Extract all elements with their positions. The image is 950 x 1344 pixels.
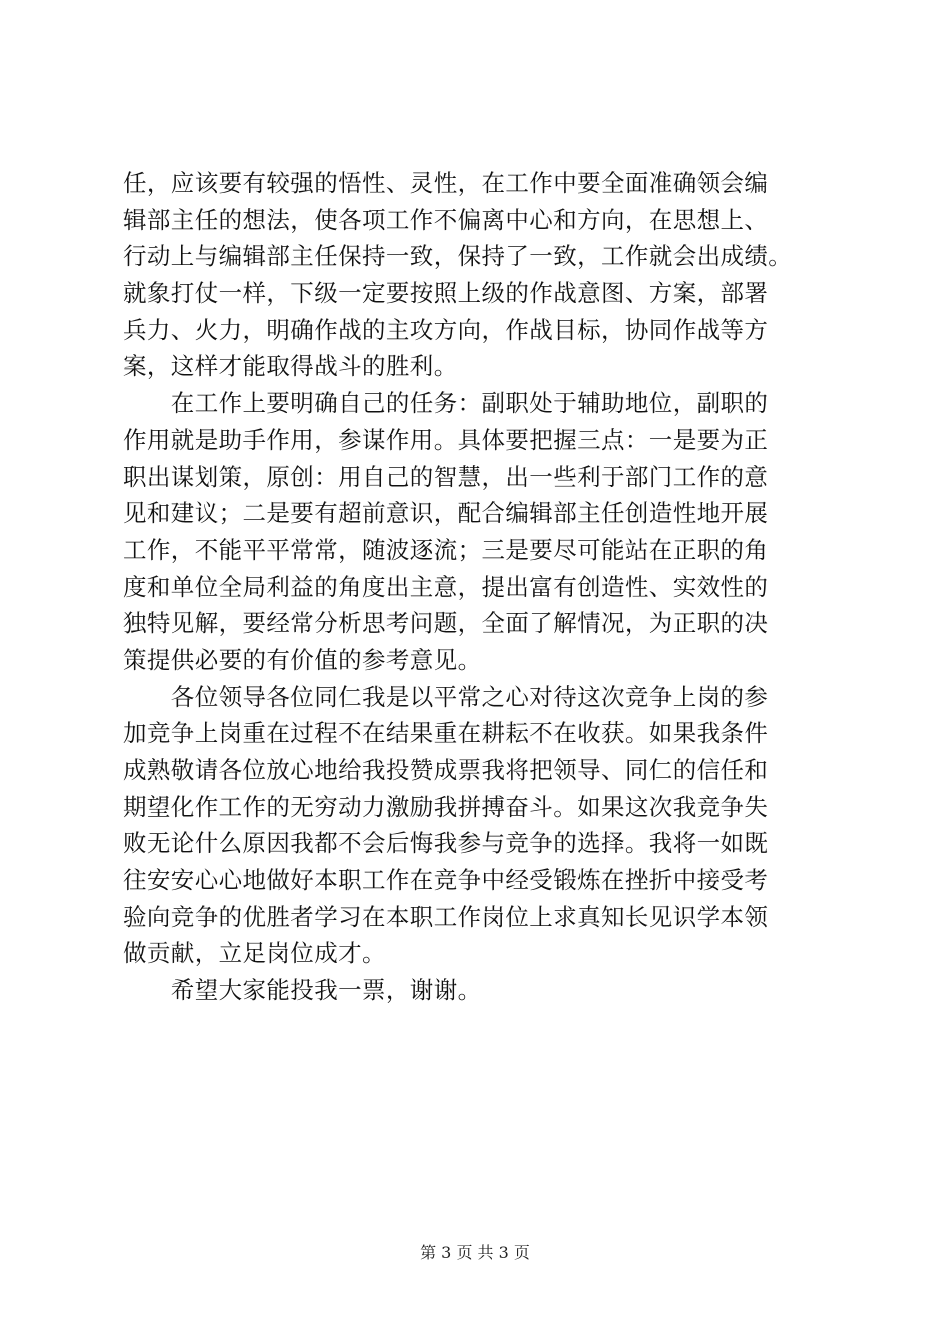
text-line: 独特见解，要经常分析思考问题，全面了解情况，为正职的决 xyxy=(123,609,769,638)
text-line: 辑部主任的想法，使各项工作不偏离中心和方向，在思想上、 xyxy=(123,205,769,234)
text-line: 期望化作工作的无穷动力激励我拼搏奋斗。如果这次我竞争失 xyxy=(123,792,769,821)
text-line: 兵力、火力，明确作战的主攻方向，作战目标，协同作战等方 xyxy=(123,315,769,344)
text-line: 作用就是助手作用，参谋作用。具体要把握三点：一是要为正 xyxy=(123,425,769,454)
text-line: 验向竞争的优胜者学习在本职工作岗位上求真知长见识学本领 xyxy=(123,902,769,931)
text-line: 各位领导各位同仁我是以平常之心对待这次竞争上岗的参 xyxy=(123,682,769,711)
text-line: 度和单位全局利益的角度出主意，提出富有创造性、实效性的 xyxy=(123,572,769,601)
text-line: 在工作上要明确自己的任务：副职处于辅助地位，副职的 xyxy=(123,389,769,418)
text-line: 见和建议；二是要有超前意识，配合编辑部主任创造性地开展 xyxy=(123,499,769,528)
text-line: 成熟敬请各位放心地给我投赞成票我将把领导、同仁的信任和 xyxy=(123,756,769,784)
text-line: 希望大家能投我一票，谢谢。 xyxy=(123,976,482,1005)
text-line: 败无论什么原因我都不会后悔我参与竞争的选择。我将一如既 xyxy=(123,829,769,858)
text-line: 案，这样才能取得战斗的胜利。 xyxy=(123,352,458,381)
text-line: 任，应该要有较强的悟性、灵性，在工作中要全面准确领会编 xyxy=(123,169,769,197)
page-number-label: 第 3 页 共 3 页 xyxy=(420,1243,530,1262)
text-line: 做贡献，立足岗位成才。 xyxy=(123,939,386,968)
text-line: 就象打仗一样，下级一定要按照上级的作战意图、方案，部署 xyxy=(123,279,769,308)
body-text xyxy=(123,165,843,1009)
text-line: 加竞争上岗重在过程不在结果重在耕耘不在收获。如果我条件 xyxy=(123,719,769,748)
text-line: 策提供必要的有价值的参考意见。 xyxy=(123,645,482,674)
text-line: 行动上与编辑部主任保持一致，保持了一致，工作就会出成绩。 xyxy=(123,242,793,271)
text-line: 工作，不能平平常常，随波逐流；三是要尽可能站在正职的角 xyxy=(123,535,769,564)
page-footer xyxy=(0,1240,950,1263)
text-line: 往安安心心地做好本职工作在竞争中经受锻炼在挫折中接受考 xyxy=(123,866,769,895)
text-line: 职出谋划策，原创：用自己的智慧，出一些利于部门工作的意 xyxy=(123,462,769,491)
